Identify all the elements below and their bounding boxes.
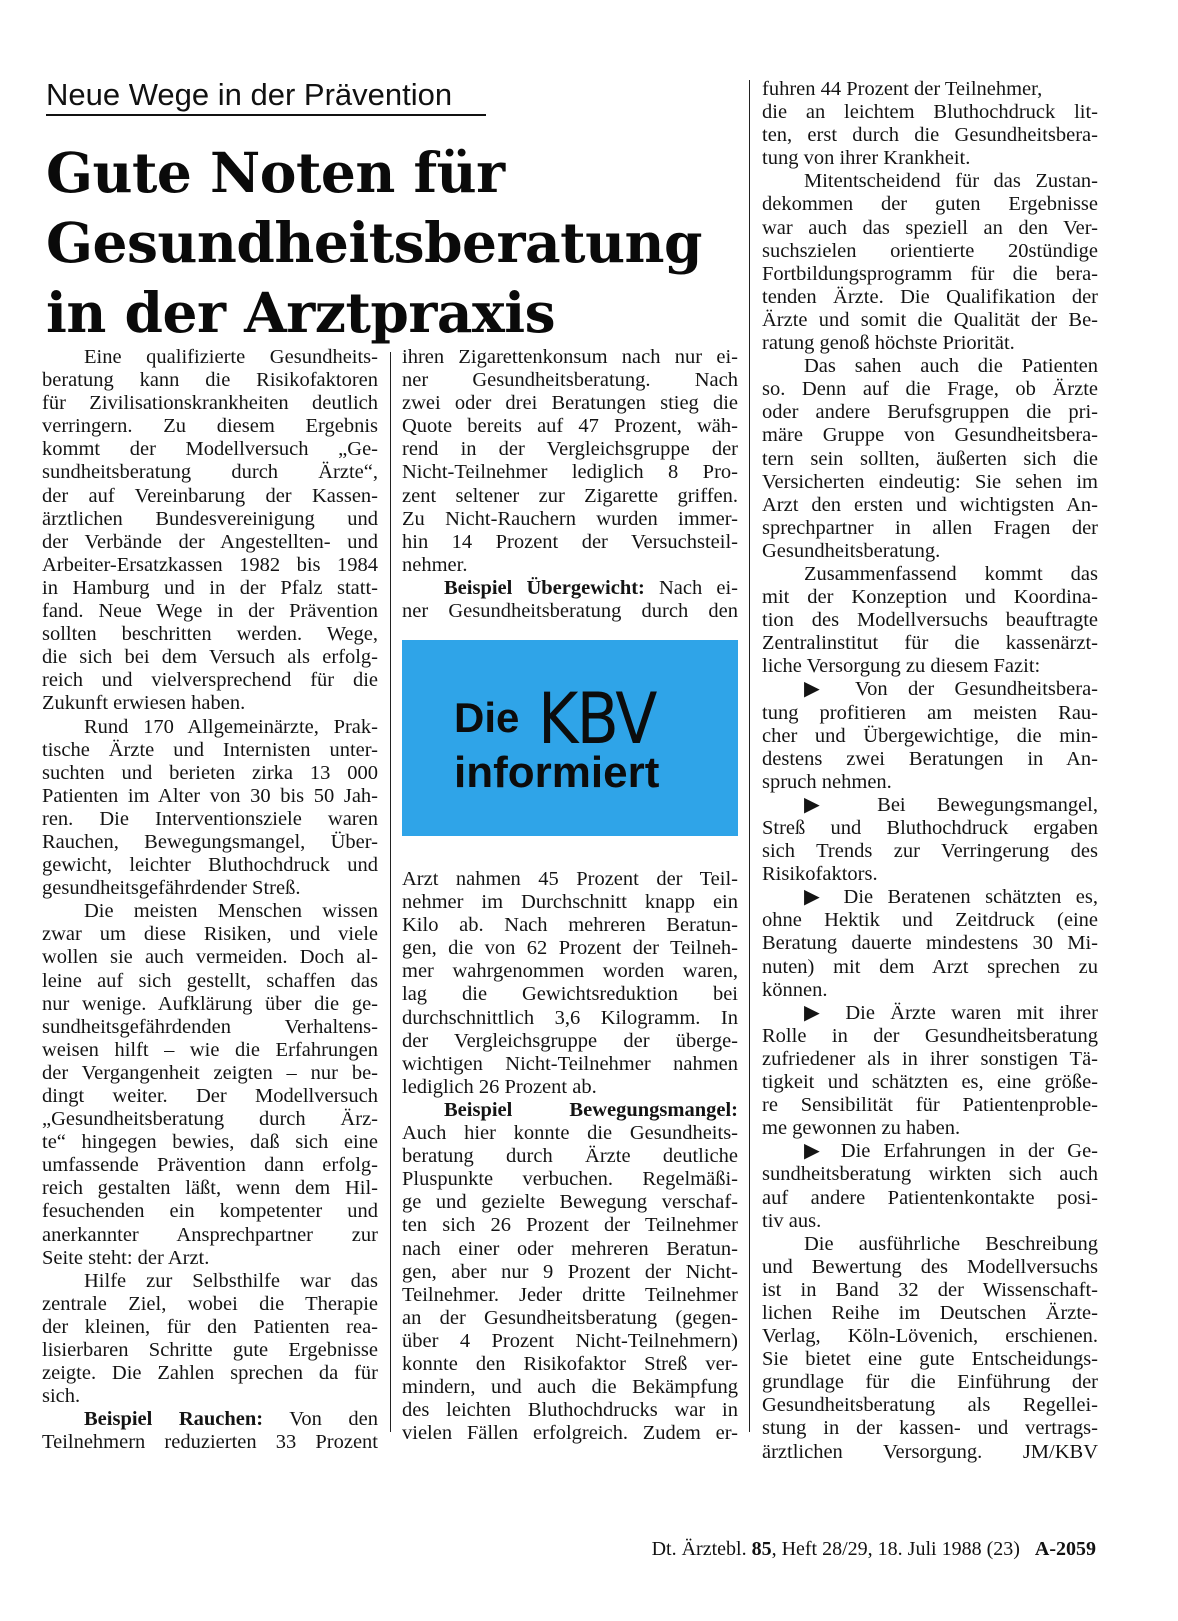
text-line: ärztlichen Bundesvereinigung und xyxy=(42,507,378,530)
text-line: können. xyxy=(762,978,828,1001)
text-line: Risikofaktors. xyxy=(762,863,878,886)
headline xyxy=(46,138,766,348)
text-line: zwar um diese Risiken, und viele xyxy=(42,923,378,946)
text-line: ten sich 26 Prozent der Teilnehmer xyxy=(402,1214,738,1237)
text-line: fand. Neue Wege in der Prävention xyxy=(42,600,378,623)
text-line: der Verbände der Angestellten- und xyxy=(42,530,378,553)
text-line: reich gestalten läßt, wenn dem Hil- xyxy=(42,1177,378,1200)
text-line: Teilnehmer. Jeder dritte Teilnehmer xyxy=(402,1283,738,1306)
text-line: Patienten im Alter von 30 bis 50 Jah- xyxy=(42,784,378,807)
text-line: „Gesundheitsberatung durch Ärz- xyxy=(42,1108,378,1131)
text-line: Arzt den ersten und wichtigsten An- xyxy=(762,493,1098,516)
text-line: verringern. Zu diesem Ergebnis xyxy=(42,415,378,438)
text-line: ▶ Die Ärzte waren mit ihrer xyxy=(804,1001,1098,1024)
text-line: tung von ihrer Krankheit. xyxy=(762,147,971,170)
text-line: weisen hilft – wie die Erfahrungen xyxy=(42,1038,378,1061)
text-line: sprechpartner in allen Fragen der xyxy=(762,516,1098,539)
column-2-top xyxy=(402,346,738,623)
text-line: tung profitieren am meisten Rau- xyxy=(762,701,1098,724)
kbv-logo-informiert: informiert xyxy=(454,748,660,797)
text-line: spruch nehmen. xyxy=(762,770,892,793)
text-line: Arbeiter-Ersatzkassen 1982 bis 1984 xyxy=(42,553,378,576)
text-line: ▶ Bei Bewegungsmangel, xyxy=(804,793,1098,816)
text-line: leine auf sich gestellt, schaffen das xyxy=(42,969,378,992)
text-line: liche Versorgung zu diesem Fazit: xyxy=(762,655,1041,678)
text-line: Nicht-Teilnehmer lediglich 8 Pro- xyxy=(402,461,738,484)
text-line: für Zivilisationskrankheiten deutlich xyxy=(42,392,378,415)
text-line: tiv aus. xyxy=(762,1209,822,1232)
text-line: Streß und Bluthochdruck ergaben xyxy=(762,817,1098,839)
text-line: mer wahrgenommen worden waren, xyxy=(402,960,738,983)
page-footer xyxy=(596,1538,1096,1561)
text-line: tern sein sollten, äußerten sich die xyxy=(762,447,1098,470)
footer-volume: 85 xyxy=(751,1538,772,1560)
footer-issue-date: , Heft 28/29, 18. Juli 1988 (23) xyxy=(771,1538,1020,1560)
footer-journal: Dt. Ärztebl. xyxy=(651,1538,747,1560)
text-line: so. Denn auf die Frage, ob Ärzte xyxy=(762,378,1098,401)
column-1 xyxy=(42,346,378,1455)
text-line: me gewonnen zu haben. xyxy=(762,1117,961,1140)
text-line: Arzt nahmen 45 Prozent der Teil- xyxy=(402,868,738,890)
text-line: vielen Fällen erfolgreich. Zudem er- xyxy=(402,1422,738,1445)
text-line: tenden Ärzte. Die Qualifikation der xyxy=(762,285,1098,308)
headline-line-1: Gute Noten für xyxy=(46,140,505,205)
text-line: anerkannter Ansprechpartner zur xyxy=(42,1223,378,1246)
text-line: suchszielen orientierte 20stündige xyxy=(762,239,1098,262)
text-line: tion des Modellversuchs beauftragte xyxy=(762,609,1098,632)
text-line: der auf Vereinbarung der Kassen- xyxy=(42,484,378,507)
text-line: rend in der Vergleichsgruppe der xyxy=(402,438,738,461)
text-line: umfassende Prävention dann erfolg- xyxy=(42,1154,378,1177)
text-line: Das sahen auch die Patienten xyxy=(804,355,1098,378)
subheading: Beispiel Rauchen: xyxy=(84,1408,264,1431)
text-line: Rauchen, Bewegungsmangel, Über- xyxy=(42,830,378,853)
text-fragment: Nach ei- xyxy=(644,576,738,599)
text-line: Versicherten eindeutig: Sie sehen im xyxy=(762,470,1098,493)
text-line: ten, erst durch die Gesundheitsbera- xyxy=(762,124,1098,147)
text-fragment: Von den xyxy=(263,1408,378,1431)
text-line: märe Gruppe von Gesundheitsbera- xyxy=(762,424,1098,447)
text-line: Pluspunkte verbuchen. Regelmäßi- xyxy=(402,1168,738,1191)
column-rule-1 xyxy=(390,352,391,1432)
text-line: Zentralinstitut für die kassenärzt- xyxy=(762,632,1098,655)
text-line: dingt weiter. Der Modellversuch xyxy=(42,1085,378,1107)
text-line: auf andere Patientenkontakte posi- xyxy=(762,1186,1098,1209)
text-line: lediglich 26 Prozent ab. xyxy=(402,1075,597,1098)
kbv-logo-box xyxy=(402,640,738,836)
text-line: lichen Reihe im Deutschen Ärzte- xyxy=(762,1301,1098,1324)
text-line: kommt der Modellversuch „Ge- xyxy=(42,438,378,461)
kbv-logo-kbv: KBV xyxy=(538,678,656,760)
text-line: gen, die von 62 Prozent der Teilneh- xyxy=(402,937,738,960)
footer-page-number: A-2059 xyxy=(1034,1538,1096,1560)
text-line: über 4 Prozent Nicht-Teilnehmern) xyxy=(402,1329,738,1352)
text-line: gewicht, leichter Bluthochdruck und xyxy=(42,854,378,877)
text-line: te“ hingegen bewies, daß sich eine xyxy=(42,1131,378,1154)
text-line: Quote bereits auf 47 Prozent, wäh- xyxy=(402,415,738,438)
text-line: stung in der kassen- und vertrags- xyxy=(762,1417,1098,1440)
text-line xyxy=(42,1408,378,1431)
text-line: destens zwei Beratungen in An- xyxy=(762,747,1098,770)
text-line: ge und gezielte Bewegung verschaf- xyxy=(402,1191,738,1214)
text-line: beratung durch Ärzte deutliche xyxy=(402,1145,738,1168)
text-line: Gesundheitsberatung. xyxy=(762,539,941,562)
text-line: ohne Hektik und Zeitdruck (eine xyxy=(762,909,1098,932)
text-line: der Vergleichsgruppe der überge- xyxy=(402,1029,738,1052)
kicker: Neue Wege in der Prävention xyxy=(46,78,486,116)
text-line: grundlage für die Einführung der xyxy=(762,1371,1098,1394)
column-2-bottom xyxy=(402,868,738,1445)
text-line: ärztlichen Versorgung. JM/KBV xyxy=(762,1440,1098,1463)
text-line: Rund 170 Allgemeinärzte, Prak- xyxy=(84,715,378,738)
text-line: cher und Übergewichtige, die min- xyxy=(762,724,1098,747)
text-line: fesuchenden ein kompetenter und xyxy=(42,1200,378,1223)
subheading: Beispiel Übergewicht: xyxy=(444,576,645,599)
text-line: gesundheitsgefährdender Streß. xyxy=(42,877,301,900)
text-line: durchschnittlich 3,6 Kilogramm. In xyxy=(402,1006,738,1029)
text-line: tigkeit und schätzten es, eine größe- xyxy=(762,1071,1098,1094)
headline-line-3: in der Arztpraxis xyxy=(46,280,556,345)
text-line: oder andere Berufsgruppen die pri- xyxy=(762,401,1098,424)
text-line: Eine qualifizierte Gesundheits- xyxy=(84,346,378,368)
text-line: wollen sie auch vermeiden. Doch al- xyxy=(42,946,378,969)
text-line xyxy=(402,577,738,600)
text-line: des leichten Bluthochdrucks war in xyxy=(402,1399,738,1422)
text-line: Fortbildungsprogramm für die bera- xyxy=(762,262,1098,285)
text-line: wichtigen Nicht-Teilnehmer nahmen xyxy=(402,1052,738,1075)
text-line: sundheitsberatung wirkten sich auch xyxy=(762,1163,1098,1186)
text-line: Seite steht: der Arzt. xyxy=(42,1246,210,1269)
text-line: die sich bei dem Versuch als erfolg- xyxy=(42,646,378,669)
text-line: an der Gesundheitsberatung (gegen- xyxy=(402,1306,738,1329)
text-line: Teilnehmern reduzierten 33 Prozent xyxy=(42,1431,378,1454)
text-line: Zukunft erwiesen haben. xyxy=(42,692,246,715)
text-line: ▶ Die Erfahrungen in der Ge- xyxy=(804,1140,1098,1163)
text-line: lisierbaren Schritte gute Ergebnisse xyxy=(42,1339,378,1362)
text-line: ▶ Von der Gesundheitsbera- xyxy=(804,678,1098,701)
text-line: ▶ Die Beratenen schätzten es, xyxy=(804,886,1098,909)
text-line: Beratung dauerte mindestens 30 Mi- xyxy=(762,932,1098,955)
text-line: zufriedener als in ihrer sonstigen Tä- xyxy=(762,1047,1098,1070)
text-line: zwei oder drei Beratungen stieg die xyxy=(402,392,738,415)
text-line: und Bewertung des Modellversuchs xyxy=(762,1255,1098,1278)
text-line: der kleinen, für den Patienten rea- xyxy=(42,1315,378,1338)
text-line: mindern, und auch die Bekämpfung xyxy=(402,1376,738,1399)
text-line: konnte den Risikofaktor Streß ver- xyxy=(402,1352,738,1375)
text-line: Die ausführliche Beschreibung xyxy=(804,1232,1098,1255)
text-line: ratung genoß höchste Priorität. xyxy=(762,332,1015,355)
text-line: Sie bietet eine gute Entscheidungs- xyxy=(762,1348,1098,1371)
text-line: mit der Konzeption und Koordina- xyxy=(762,586,1098,609)
text-line: tische Ärzte und Internisten unter- xyxy=(42,738,378,761)
text-line: Hilfe zur Selbsthilfe war das xyxy=(84,1269,378,1292)
text-line: Rolle in der Gesundheitsberatung xyxy=(762,1024,1098,1047)
text-line: nur wenige. Aufklärung über die ge- xyxy=(42,992,378,1015)
text-line: der Vergangenheit zeigten – nur be- xyxy=(42,1061,378,1084)
text-line: Mitentscheidend für das Zustan- xyxy=(804,170,1098,193)
column-3 xyxy=(762,78,1098,1464)
text-line: sollten beschritten werden. Wege, xyxy=(42,623,378,646)
text-line: Auch hier konnte die Gesundheits- xyxy=(402,1122,738,1145)
text-line: ist in Band 32 der Wissenschaft- xyxy=(762,1278,1098,1301)
text-line: zent seltener zur Zigarette griffen. xyxy=(402,484,738,507)
text-line: Ärzte und somit die Qualität der Be- xyxy=(762,308,1098,331)
text-line: sundheitsgefährdenden Verhaltens- xyxy=(42,1015,378,1038)
text-line: suchten und berieten zirka 13 000 xyxy=(42,761,378,784)
text-line: fuhren 44 Prozent der Teilnehmer, xyxy=(762,78,1043,100)
text-line: sich Trends zur Verringerung des xyxy=(762,840,1098,863)
text-line: war auch das speziell an den Ver- xyxy=(762,216,1098,239)
text-line: re Sensibilität für Patientenproble- xyxy=(762,1094,1098,1117)
text-line: reich und vielversprechend für die xyxy=(42,669,378,692)
text-line: die an leichtem Bluthochdruck lit- xyxy=(762,101,1098,124)
text-line: ren. Die Interventionsziele waren xyxy=(42,807,378,830)
text-line: zeigte. Die Zahlen sprechen da für xyxy=(42,1362,378,1385)
text-line xyxy=(402,1099,738,1122)
kbv-logo-die: Die xyxy=(454,694,520,741)
text-line: ner Gesundheitsberatung. Nach xyxy=(402,369,738,392)
text-line: Die meisten Menschen wissen xyxy=(84,900,378,923)
text-line: nuten) mit dem Arzt sprechen zu xyxy=(762,955,1098,978)
headline-line-2: Gesundheitsberatung xyxy=(46,210,703,275)
text-line: Kilo ab. Nach mehreren Beratun- xyxy=(402,914,738,937)
text-line: sundheitsberatung durch Ärzte“, xyxy=(42,461,378,484)
text-line: ner Gesundheitsberatung durch den xyxy=(402,600,738,623)
text-line: ihren Zigarettenkonsum nach nur ei- xyxy=(402,346,738,368)
text-line: Verlag, Köln-Lövenich, erschienen. xyxy=(762,1325,1098,1348)
text-line: nach einer oder mehreren Beratun- xyxy=(402,1237,738,1260)
text-line: Zusammenfassend kommt das xyxy=(804,562,1098,585)
text-line: hin 14 Prozent der Versuchsteil- xyxy=(402,530,738,553)
text-line: zentrale Ziel, wobei die Therapie xyxy=(42,1292,378,1315)
text-line: Zu Nicht-Rauchern wurden immer- xyxy=(402,507,738,530)
text-line: beratung kann die Risikofaktoren xyxy=(42,369,378,392)
text-line: nehmer im Durchschnitt knapp ein xyxy=(402,891,738,914)
text-line: in Hamburg und in der Pfalz statt- xyxy=(42,576,378,599)
text-line: dekommen der guten Ergebnisse xyxy=(762,193,1098,216)
subheading: Beispiel Bewegungsmangel: xyxy=(444,1098,738,1121)
column-rule-2 xyxy=(749,80,750,1432)
text-line: gen, aber nur 9 Prozent der Nicht- xyxy=(402,1260,738,1283)
text-line: nehmer. xyxy=(402,553,468,576)
text-line: Gesundheitsberatung als Regellei- xyxy=(762,1394,1098,1417)
text-line: lag die Gewichtsreduktion bei xyxy=(402,983,738,1006)
text-line: sich. xyxy=(42,1385,81,1408)
